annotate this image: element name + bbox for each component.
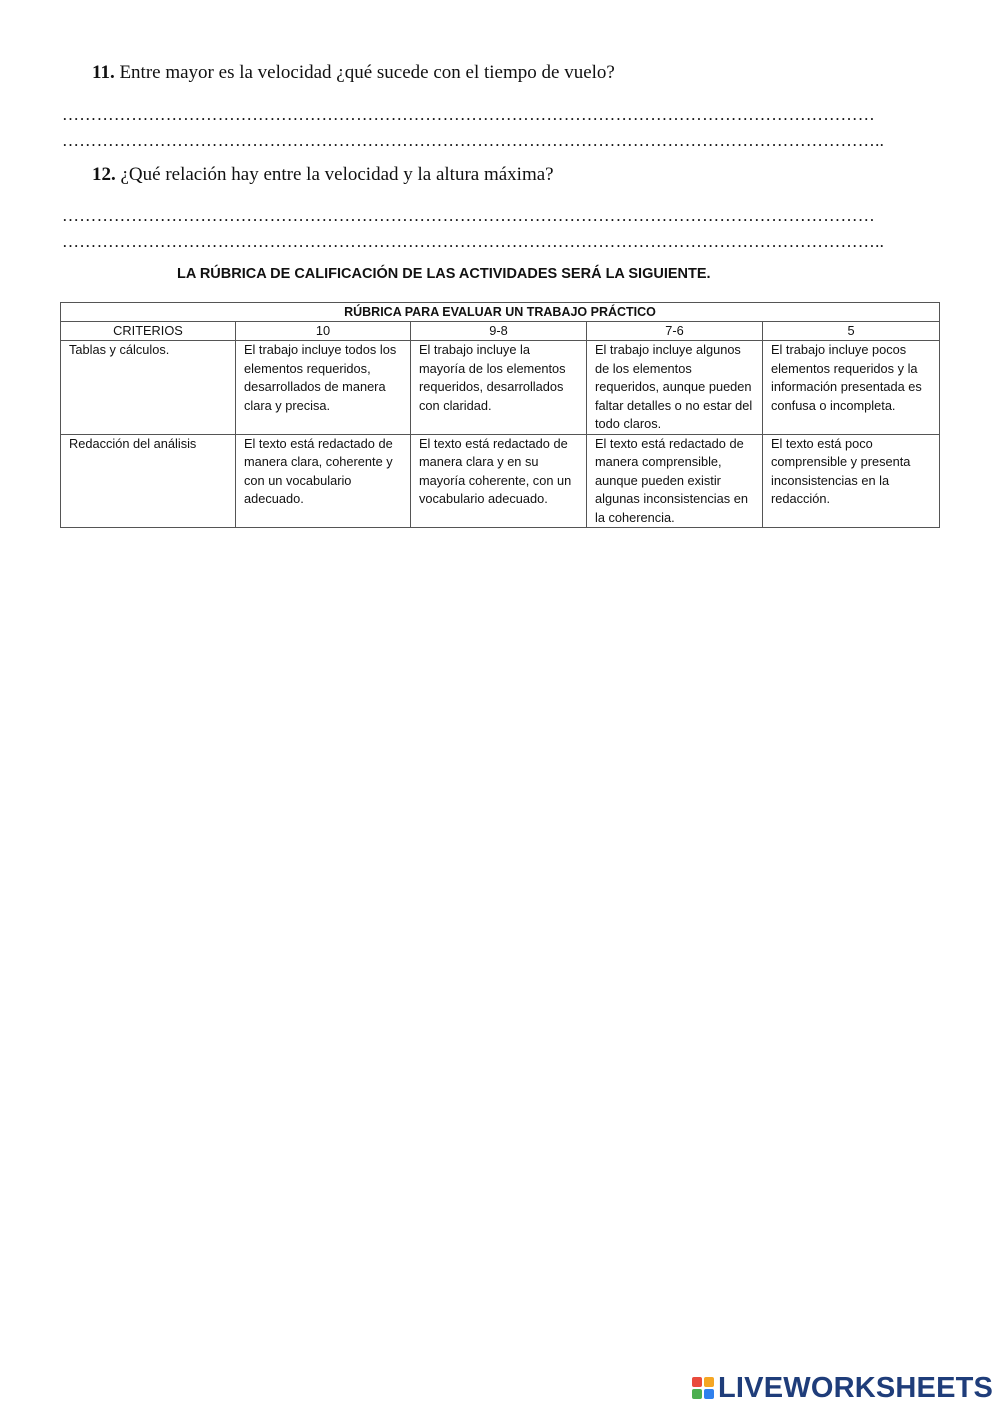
rubric-title: RÚBRICA PARA EVALUAR UN TRABAJO PRÁCTICO xyxy=(61,303,940,322)
liveworksheets-logo xyxy=(692,1370,993,1406)
answer-line[interactable]: …………………………………………………………………………………………………………………………….. xyxy=(62,131,885,150)
rubric-cell: El texto está redactado de manera comprensible, aunque pueden existir algunas inconsistencias en la coherencia. xyxy=(587,434,763,528)
question-number: 12. xyxy=(92,164,116,185)
header-score-7-6: 7-6 xyxy=(587,322,763,341)
header-score-9-8: 9-8 xyxy=(411,322,587,341)
answer-line[interactable]: …………………………………………………………………………………………………………………………….. xyxy=(62,232,885,251)
rubric-cell: El texto está poco comprensible y presenta inconsistencias en la redacción. xyxy=(763,434,940,528)
liveworksheets-logo-icon xyxy=(692,1377,714,1399)
question-text: Entre mayor es la velocidad ¿qué sucede con el tiempo de vuelo? xyxy=(114,62,615,83)
question-text: ¿Qué relación hay entre la velocidad y la altura máxima? xyxy=(115,164,554,185)
rubric-cell: El trabajo incluye todos los elementos requeridos, desarrollados de manera clara y precisa. xyxy=(236,341,411,435)
criterion-cell: Redacción del análisis xyxy=(61,434,236,528)
question-number: 11. xyxy=(92,62,115,83)
rubric-cell: El trabajo incluye pocos elementos requeridos y la información presentada es confusa o incompleta. xyxy=(763,341,940,435)
logo-text: LIVEWORKSHEETS xyxy=(718,1371,994,1404)
answer-line[interactable]: …………………………………………………………………………………………………………………………… xyxy=(62,105,876,124)
rubric-table xyxy=(60,302,940,528)
header-score-10: 10 xyxy=(236,322,411,341)
table-row xyxy=(61,434,940,528)
table-row xyxy=(61,341,940,435)
rubric-header-row xyxy=(61,322,940,341)
question-12 xyxy=(92,164,554,186)
rubric-cell: El trabajo incluye la mayoría de los elementos requeridos, desarrollados con claridad. xyxy=(411,341,587,435)
header-score-5: 5 xyxy=(763,322,940,341)
rubric-cell: El texto está redactado de manera clara, coherente y con un vocabulario adecuado. xyxy=(236,434,411,528)
question-11 xyxy=(92,62,615,84)
criterion-cell: Tablas y cálculos. xyxy=(61,341,236,435)
rubric-heading: LA RÚBRICA DE CALIFICACIÓN DE LAS ACTIVIDADES SERÁ LA SIGUIENTE. xyxy=(177,266,711,282)
header-criterios: CRITERIOS xyxy=(61,322,236,341)
rubric-cell: El trabajo incluye algunos de los elementos requeridos, aunque pueden faltar detalles o no estar del todo claros. xyxy=(587,341,763,435)
rubric-cell: El texto está redactado de manera clara y en su mayoría coherente, con un vocabulario adecuado. xyxy=(411,434,587,528)
answer-line[interactable]: …………………………………………………………………………………………………………………………… xyxy=(62,206,876,225)
